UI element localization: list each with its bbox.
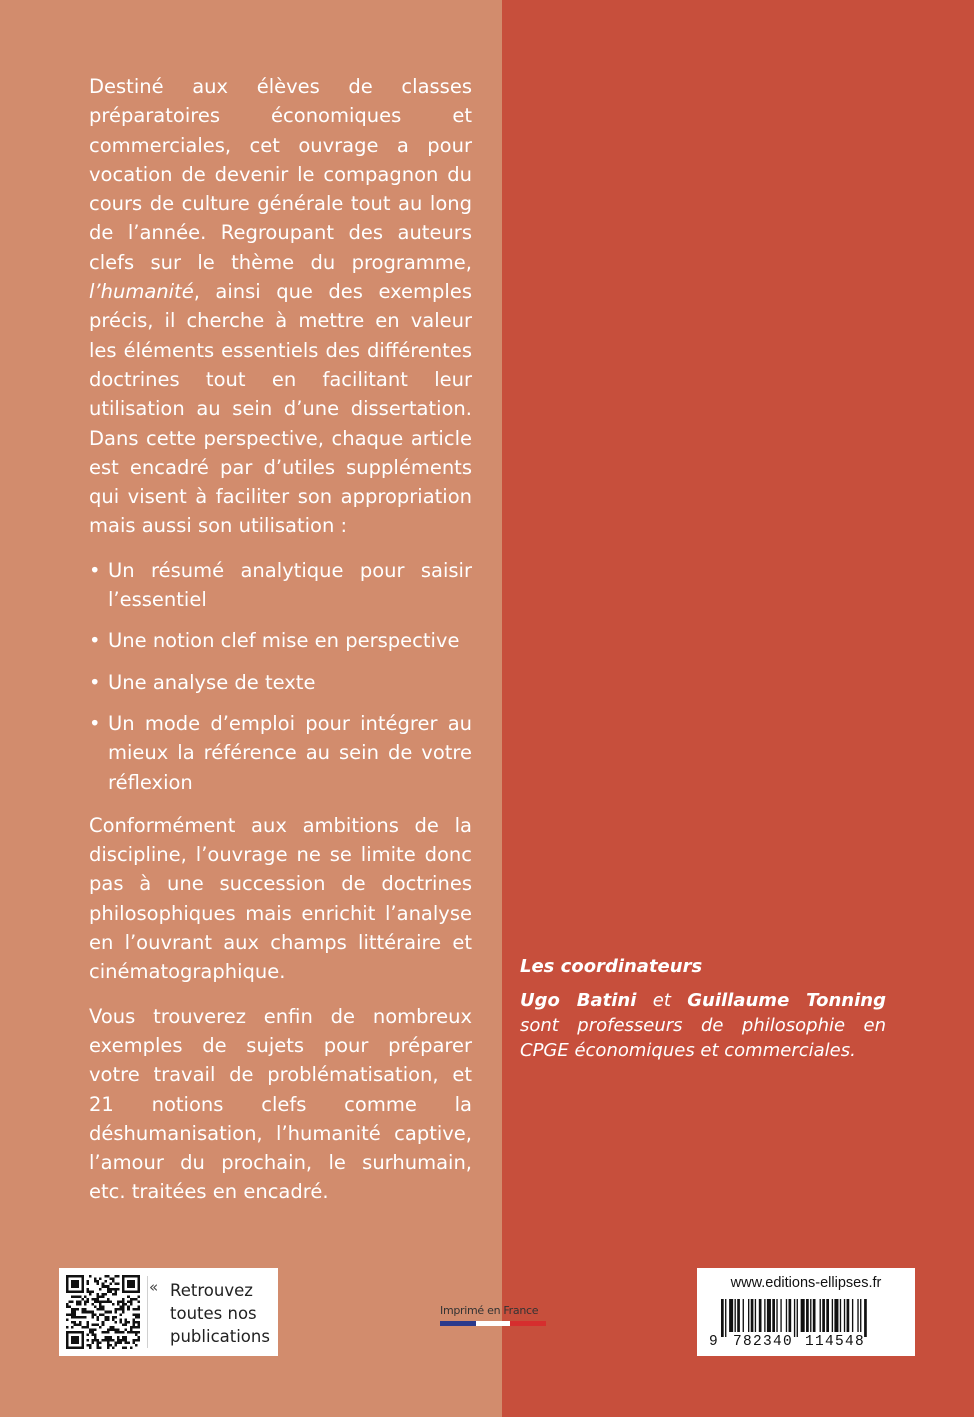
barcode-icon	[721, 1299, 907, 1337]
list-item: • Une analyse de texte	[89, 670, 316, 694]
printed-in-label: Imprimé en France	[440, 1304, 539, 1317]
flag-red	[510, 1321, 546, 1326]
flag-blue	[440, 1321, 476, 1326]
coordinators-section	[520, 954, 886, 1063]
isbn-digits: 9 782340 114548	[709, 1334, 866, 1350]
author-name: Guillaume Tonning	[687, 990, 886, 1011]
blurb-paragraph-3: Vous trouverez enfin de nombreux exemples de sujets pour préparer votre travail de problématisation, et 21 notions clefs comme la déshumanisation, l’humanité captive, l’amour du prochain, le surhumain, etc. traitées en encadré.	[89, 1004, 472, 1204]
qr-code-panel[interactable]	[59, 1268, 278, 1356]
coordinators-title: Les coordinateurs	[520, 956, 703, 977]
chevron-left-icon: «	[149, 1278, 159, 1296]
publisher-url[interactable]: www.editions-ellipses.fr	[730, 1275, 882, 1291]
flag-white	[476, 1321, 510, 1326]
qr-caption: Retrouvez toutes nos publications	[170, 1281, 270, 1346]
blurb-paragraph-1: Destiné aux élèves de classes préparatoires économiques et commerciales, cet ouvrage a pour vocation de devenir le compagnon du cours de culture générale tout au long de l’année. Regroupant des auteurs clefs sur le thème du programme, l’humanité, ainsi que des exemples précis, il cherche à mettre en valeur les éléments essentiels des différentes doctrines tout en facilitant leur utilisation au sein d’une dissertation. Dans cette perspective, chaque article est encadré par d’utiles suppléments qui visent à faciliter son appropriation mais aussi son utilisation :	[89, 75, 472, 538]
features-list	[89, 556, 472, 797]
list-item: • Un mode d’emploi pour intégrer au mieux la référence au sein de votre réflexion	[89, 711, 472, 794]
author-name: Ugo Batini	[520, 990, 637, 1011]
right-panel	[502, 0, 974, 1417]
list-item: • Une notion clef mise en perspective	[89, 629, 460, 653]
coordinators-description: Ugo Batini et Guillaume Tonning sont professeurs de philosophie en CPGE économiques et commerciales.	[520, 990, 886, 1061]
list-item: • Un résumé analytique pour saisir l’essentiel	[89, 558, 472, 612]
french-flag-stripe	[440, 1321, 546, 1326]
back-cover-blurb	[89, 72, 472, 1222]
barcode-panel	[697, 1268, 915, 1356]
blurb-paragraph-2: Conformément aux ambitions de la discipline, l’ouvrage ne se limite donc pas à une succession de doctrines philosophiques mais enrichit l’analyse en l’ouvrant aux champs littéraire et cinématographique.	[89, 813, 472, 984]
program-theme: l’humanité	[89, 280, 194, 304]
divider	[147, 1276, 148, 1348]
qr-code-icon[interactable]	[66, 1275, 140, 1349]
